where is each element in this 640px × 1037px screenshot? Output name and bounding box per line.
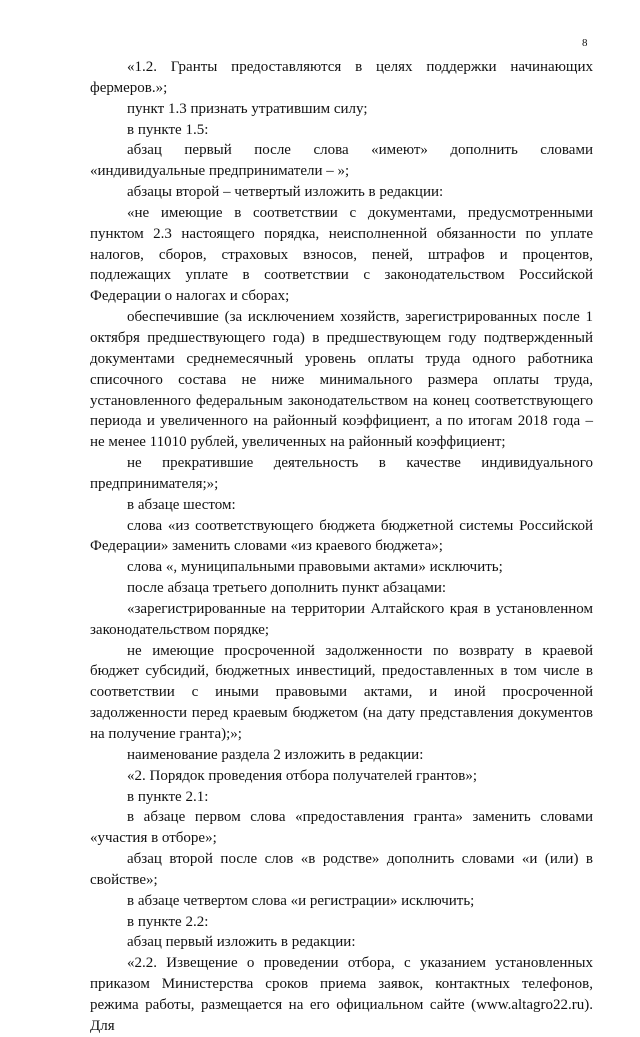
- paragraph-8: не прекратившие деятельность в качестве индивидуального предпринимателя;»;: [90, 455, 593, 492]
- paragraph-7: обеспечившие (за исключением хозяйств, зарегистрированных после 1 октября предшествующего года) в предшествующем году подтвержденный документами среднемесячный уровень оплаты труда одного работника списочного состава не ниже минимального размера оплаты труда, установленного федеральным законодательством на конец соответствующего периода и увеличенного на районный коэффициент, а по итогам 2018 года – не менее 11010 рублей, увеличенных на районный коэффициент;: [90, 309, 593, 451]
- page-number: 8: [582, 37, 588, 49]
- paragraph-15: наименование раздела 2 изложить в редакции:: [127, 746, 424, 763]
- paragraph-6: «не имеющие в соответствии с документами, предусмотренными пунктом 2.3 настоящего порядка, неисполненной обязанности по уплате налогов, сборов, страховых взносов, пеней, штрафов и процентов, подлежащих уплате в соответствии с законодательством Российской Федерации о налогах и сборах;: [90, 204, 593, 305]
- paragraph-22: абзац первый изложить в редакции:: [127, 934, 356, 951]
- paragraph-2: пункт 1.3 признать утратившим силу;: [127, 100, 368, 117]
- paragraph-13: «зарегистрированные на территории Алтайского края в установленном законодательством порядке;: [90, 600, 593, 638]
- paragraph-12: после абзаца третьего дополнить пункт абзацами:: [127, 580, 447, 597]
- paragraph-16: «2. Порядок проведения отбора получателей грантов»;: [127, 767, 477, 784]
- paragraph-1: «1.2. Гранты предоставляются в целях поддержки начинающих фермеров.»;: [90, 59, 593, 96]
- paragraph-5: абзацы второй – четвертый изложить в редакции:: [127, 184, 444, 201]
- paragraph-23: «2.2. Извещение о проведении отбора, с указанием установленных приказом Министерства сроков приема заявок, контактных телефонов, режима работы, размещается на его официальном сайте (www.altagro22.ru). Для: [90, 955, 593, 1034]
- paragraph-4: абзац первый после слова «имеют» дополнить словами «индивидуальные предприниматели – »;: [90, 142, 593, 180]
- paragraph-17: в пункте 2.1:: [127, 788, 209, 805]
- paragraph-10: слова «из соответствующего бюджета бюджетной системы Российской Федерации» заменить словами «из краевого бюджета»;: [90, 517, 593, 555]
- paragraph-3: в пункте 1.5:: [127, 121, 209, 138]
- paragraph-20: в абзаце четвертом слова «и регистрации» исключить;: [127, 892, 475, 909]
- paragraph-11: слова «, муниципальными правовыми актами» исключить;: [127, 559, 503, 576]
- paragraph-19: абзац второй после слов «в родстве» дополнить словами «и (или) в свойстве»;: [90, 851, 593, 888]
- paragraph-21: в пункте 2.2:: [127, 913, 209, 930]
- paragraph-14: не имеющие просроченной задолженности по возврату в краевой бюджет субсидий, бюджетных инвестиций, предоставленных в том числе в соответствии с иными правовыми актами, и иной просроченной задолженности перед краевым бюджетом (на дату представления документов на получение гранта);»;: [90, 642, 593, 742]
- paragraph-9: в абзаце шестом:: [127, 496, 236, 513]
- paragraph-18: в абзаце первом слова «предоставления гранта» заменить словами «участия в отборе»;: [90, 809, 593, 847]
- document-body: [90, 57, 593, 1037]
